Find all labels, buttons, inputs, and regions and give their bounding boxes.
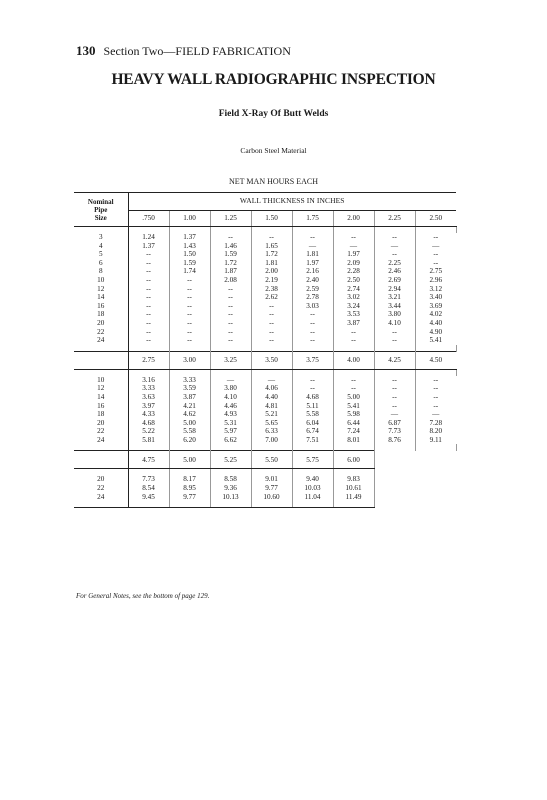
- man-hours-cell: 5.58: [169, 427, 210, 436]
- man-hours-cell: 3.69: [429, 301, 443, 310]
- man-hours-cell: --: [128, 276, 169, 285]
- man-hours-cell: --: [210, 285, 251, 294]
- pipe-size-cell: 22: [74, 328, 128, 337]
- man-hours-cell: 9.83: [333, 475, 374, 484]
- man-hours-cell: 2.62: [251, 293, 292, 302]
- man-hours-cell: --: [251, 319, 292, 328]
- man-hours-cell: 3.87: [333, 319, 374, 328]
- man-hours-cell: --: [169, 276, 210, 285]
- pipe-size-cell: 14: [74, 393, 128, 402]
- man-hours-cell: 2.59: [292, 285, 333, 294]
- table-row: [74, 267, 456, 276]
- man-hours-cell: --: [374, 393, 415, 402]
- man-hours-cell: 2.69: [374, 276, 415, 285]
- thickness-header: 3.75: [292, 351, 333, 369]
- man-hours-cell: --: [433, 384, 439, 393]
- man-hours-cell: 9.36: [210, 484, 251, 493]
- man-hours-cell: 1.37: [128, 242, 169, 251]
- man-hours-cell: 5.41: [333, 402, 374, 411]
- man-hours-cell: --: [374, 250, 415, 259]
- pipe-size-cell: 10: [74, 376, 128, 385]
- thickness-header: 3.25: [210, 351, 251, 369]
- pipe-size-cell: 24: [74, 436, 128, 445]
- man-hours-cell: 2.09: [333, 259, 374, 268]
- thickness-header-row: [74, 351, 456, 369]
- pipe-size-cell: 6: [74, 259, 128, 268]
- man-hours-cell: 4.68: [128, 419, 169, 428]
- man-hours-cell: 2.50: [333, 276, 374, 285]
- man-hours-cell: --: [169, 293, 210, 302]
- table-row: [74, 293, 456, 302]
- man-hours-cell: 4.46: [210, 402, 251, 411]
- table-row: [74, 319, 456, 328]
- man-hours-cell: --: [210, 293, 251, 302]
- thickness-header: 6.00: [333, 451, 374, 469]
- thickness-header: 1.25: [210, 211, 251, 227]
- man-hours-cell: --: [333, 384, 374, 393]
- man-hours-cell: --: [292, 233, 333, 242]
- man-hours-cell: 1.50: [169, 250, 210, 259]
- man-hours-cell: —: [374, 410, 415, 419]
- pipe-size-cell: 5: [74, 250, 128, 259]
- man-hours-cell: 9.11: [429, 435, 442, 444]
- man-hours-cell: 4.93: [210, 410, 251, 419]
- empty-cell: [415, 451, 456, 469]
- man-hours-cell: —: [333, 242, 374, 251]
- man-hours-cell: 2.78: [292, 293, 333, 302]
- man-hours-cell: 9.77: [251, 484, 292, 493]
- man-hours-cell: 5.22: [128, 427, 169, 436]
- man-hours-cell: 4.40: [429, 318, 443, 327]
- man-hours-cell: --: [128, 336, 169, 345]
- man-hours-cell: --: [433, 233, 439, 241]
- pipe-size-cell: 16: [74, 302, 128, 311]
- empty-cell: [415, 475, 456, 484]
- table-row: [74, 402, 456, 411]
- section-title: Section Two—FIELD FABRICATION: [103, 44, 291, 58]
- empty-cell: [415, 493, 456, 502]
- table-row: [74, 484, 456, 493]
- man-hours-cell: 3.33: [169, 376, 210, 385]
- man-hours-cell: 3.63: [128, 393, 169, 402]
- man-hours-cell: --: [128, 328, 169, 337]
- man-hours-cell: --: [292, 328, 333, 337]
- man-hours-cell: --: [433, 250, 439, 259]
- pipe-size-cell: 24: [74, 336, 128, 345]
- man-hours-cell: 2.25: [374, 259, 415, 268]
- pipe-size-cell: 22: [74, 427, 128, 436]
- pipe-size-cell: 12: [74, 285, 128, 294]
- man-hours-cell: --: [292, 319, 333, 328]
- man-hours-cell: 9.45: [128, 493, 169, 502]
- page-number: 130: [76, 43, 96, 58]
- spacer-cell: [292, 501, 333, 508]
- empty-cell: [415, 484, 456, 493]
- man-hours-cell: 7.24: [333, 427, 374, 436]
- spacer-cell: [415, 501, 456, 508]
- man-hours-cell: 3.21: [374, 293, 415, 302]
- man-hours-cell: 3.97: [128, 402, 169, 411]
- man-hours-cell: 2.19: [251, 276, 292, 285]
- table-row: [74, 233, 456, 242]
- man-hours-cell: --: [251, 302, 292, 311]
- pipe-size-cell: 18: [74, 410, 128, 419]
- spacer-cell: [128, 501, 169, 508]
- man-hours-cell: --: [128, 319, 169, 328]
- man-hours-cell: 6.33: [251, 427, 292, 436]
- man-hours-cell: --: [210, 328, 251, 337]
- man-hours-cell: 4.10: [374, 319, 415, 328]
- table-row: [74, 310, 456, 319]
- man-hours-cell: 5.00: [333, 393, 374, 402]
- empty-cell: [374, 451, 415, 469]
- man-hours-cell: 3.02: [333, 293, 374, 302]
- man-hours-cell: 3.03: [292, 302, 333, 311]
- man-hours-cell: 3.44: [374, 302, 415, 311]
- thickness-header: 4.50: [415, 351, 456, 369]
- man-hours-cell: 4.06: [251, 384, 292, 393]
- man-hours-cell: --: [374, 328, 415, 337]
- table-row: [74, 250, 456, 259]
- man-hours-cell: —: [432, 241, 440, 250]
- man-hours-cell: --: [169, 302, 210, 311]
- table-row: [74, 475, 456, 484]
- man-hours-cell: --: [210, 233, 251, 242]
- man-hours-cell: 8.17: [169, 475, 210, 484]
- size-cell-blank: [74, 351, 128, 369]
- material-label: Carbon Steel Material: [240, 146, 307, 155]
- man-hours-cell: --: [292, 376, 333, 385]
- man-hours-cell: 1.72: [210, 259, 251, 268]
- man-hours-cell: 2.46: [374, 267, 415, 276]
- pipe-size-cell: 10: [74, 276, 128, 285]
- man-hours-cell: 10.03: [292, 484, 333, 493]
- spacer-cell: [374, 501, 415, 508]
- man-hours-cell: --: [251, 233, 292, 242]
- man-hours-cell: --: [374, 376, 415, 385]
- thickness-header: .750: [128, 211, 169, 227]
- empty-cell: [374, 475, 415, 484]
- man-hours-cell: 2.40: [292, 276, 333, 285]
- table-row: [74, 427, 456, 436]
- man-hours-cell: 5.21: [251, 410, 292, 419]
- thickness-header: 5.25: [210, 451, 251, 469]
- man-hours-cell: --: [210, 302, 251, 311]
- man-hours-cell: 3.53: [333, 310, 374, 319]
- table-row: [74, 436, 456, 445]
- man-hours-cell: --: [292, 310, 333, 319]
- table-row: [74, 328, 456, 337]
- man-hours-cell: 8.01: [333, 436, 374, 445]
- thickness-header: 5.50: [251, 451, 292, 469]
- man-hours-cell: --: [169, 336, 210, 345]
- man-hours-cell: 5.97: [210, 427, 251, 436]
- man-hours-cell: 8.20: [429, 427, 443, 436]
- man-hours-cell: 8.58: [210, 475, 251, 484]
- man-hours-cell: —: [292, 242, 333, 251]
- man-hours-cell: 5.31: [210, 419, 251, 428]
- man-hours-cell: 4.10: [210, 393, 251, 402]
- man-hours-cell: 3.12: [429, 284, 443, 293]
- man-hours-cell: 7.00: [251, 436, 292, 445]
- man-hours-cell: 1.72: [251, 250, 292, 259]
- pipe-size-cell: 12: [74, 384, 128, 393]
- units-label: NET MAN HOURS EACH: [229, 177, 318, 186]
- man-hours-table: [74, 192, 457, 508]
- man-hours-cell: 11.04: [292, 493, 333, 502]
- table-row: [74, 285, 456, 294]
- man-hours-cell: --: [374, 233, 415, 242]
- table-row: [74, 384, 456, 393]
- man-hours-cell: 3.80: [374, 310, 415, 319]
- man-hours-cell: 2.74: [333, 285, 374, 294]
- spacer-cell: [333, 501, 374, 508]
- man-hours-cell: --: [128, 285, 169, 294]
- spacer-cell: [210, 501, 251, 508]
- man-hours-cell: --: [128, 310, 169, 319]
- pipe-size-cell: 18: [74, 310, 128, 319]
- man-hours-cell: 4.02: [429, 310, 443, 319]
- man-hours-cell: --: [374, 402, 415, 411]
- man-hours-cell: --: [128, 267, 169, 276]
- man-hours-cell: 9.40: [292, 475, 333, 484]
- man-hours-cell: --: [210, 310, 251, 319]
- thickness-header: 3.50: [251, 351, 292, 369]
- man-hours-cell: 10.61: [333, 484, 374, 493]
- thickness-header: 1.00: [169, 211, 210, 227]
- pipe-size-cell: 24: [74, 493, 128, 502]
- nominal-header-line: Pipe: [94, 205, 108, 214]
- wall-thickness-header: WALL THICKNESS IN INCHES: [128, 193, 456, 211]
- man-hours-cell: 7.73: [128, 475, 169, 484]
- man-hours-cell: 2.16: [292, 267, 333, 276]
- man-hours-cell: --: [433, 401, 439, 410]
- thickness-header: 2.75: [128, 351, 169, 369]
- man-hours-cell: 8.95: [169, 484, 210, 493]
- man-hours-cell: --: [169, 310, 210, 319]
- man-hours-cell: 8.54: [128, 484, 169, 493]
- man-hours-cell: 5.41: [429, 336, 443, 345]
- man-hours-cell: --: [169, 285, 210, 294]
- spacer-cell: [74, 501, 128, 508]
- empty-cell: [374, 493, 415, 502]
- table-row: [74, 410, 456, 419]
- man-hours-cell: --: [210, 336, 251, 345]
- man-hours-cell: --: [128, 250, 169, 259]
- man-hours-cell: 1.37: [169, 233, 210, 242]
- man-hours-cell: 4.68: [292, 393, 333, 402]
- man-hours-cell: --: [333, 233, 374, 242]
- man-hours-cell: --: [333, 336, 374, 345]
- man-hours-cell: 4.33: [128, 410, 169, 419]
- man-hours-cell: 1.59: [169, 259, 210, 268]
- man-hours-cell: 5.98: [333, 410, 374, 419]
- man-hours-cell: 5.58: [292, 410, 333, 419]
- man-hours-cell: 6.20: [169, 436, 210, 445]
- man-hours-cell: 1.24: [128, 233, 169, 242]
- thickness-header: 1.75: [292, 211, 333, 227]
- empty-cell: [374, 484, 415, 493]
- man-hours-cell: --: [333, 328, 374, 337]
- man-hours-cell: --: [433, 392, 439, 401]
- table-row: [74, 376, 456, 385]
- man-hours-cell: --: [292, 336, 333, 345]
- man-hours-cell: 2.28: [333, 267, 374, 276]
- pipe-size-cell: 20: [74, 419, 128, 428]
- man-hours-cell: 7.28: [429, 418, 443, 427]
- page-header: [76, 43, 291, 59]
- thickness-header: 4.25: [374, 351, 415, 369]
- man-hours-cell: --: [374, 384, 415, 393]
- pipe-size-cell: 20: [74, 475, 128, 484]
- man-hours-cell: --: [251, 336, 292, 345]
- man-hours-cell: 3.40: [429, 293, 443, 302]
- man-hours-cell: 3.16: [128, 376, 169, 385]
- pipe-size-cell: 3: [74, 233, 128, 242]
- man-hours-cell: 1.97: [292, 259, 333, 268]
- size-cell-blank: [74, 451, 128, 469]
- page-title: HEAVY WALL RADIOGRAPHIC INSPECTION: [111, 71, 436, 88]
- thickness-header: 1.50: [251, 211, 292, 227]
- page-subtitle: Field X-Ray Of Butt Welds: [218, 109, 329, 119]
- man-hours-cell: --: [169, 319, 210, 328]
- table-row: [74, 493, 456, 502]
- man-hours-cell: 1.46: [210, 242, 251, 251]
- thickness-header: 5.75: [292, 451, 333, 469]
- man-hours-cell: --: [292, 384, 333, 393]
- man-hours-cell: 11.49: [333, 493, 374, 502]
- man-hours-cell: 5.11: [292, 402, 333, 411]
- man-hours-cell: 6.62: [210, 436, 251, 445]
- thickness-header: 5.00: [169, 451, 210, 469]
- man-hours-cell: 4.90: [429, 327, 443, 336]
- man-hours-cell: --: [374, 336, 415, 345]
- pipe-size-cell: 4: [74, 242, 128, 251]
- man-hours-cell: 2.96: [429, 275, 443, 284]
- spacer-cell: [169, 501, 210, 508]
- man-hours-cell: 9.01: [251, 475, 292, 484]
- man-hours-cell: 4.62: [169, 410, 210, 419]
- man-hours-cell: 2.38: [251, 285, 292, 294]
- thickness-header: 2.50: [415, 211, 456, 227]
- man-hours-cell: 2.00: [251, 267, 292, 276]
- man-hours-cell: 10.13: [210, 493, 251, 502]
- man-hours-cell: 5.81: [128, 436, 169, 445]
- spacer-cell: [251, 501, 292, 508]
- pipe-size-cell: 20: [74, 319, 128, 328]
- man-hours-cell: 1.74: [169, 267, 210, 276]
- man-hours-cell: --: [128, 259, 169, 268]
- man-hours-cell: 4.81: [251, 402, 292, 411]
- man-hours-cell: --: [210, 319, 251, 328]
- man-hours-cell: 6.44: [333, 419, 374, 428]
- man-hours-cell: —: [374, 242, 415, 251]
- man-hours-cell: —: [432, 410, 440, 419]
- table-row: [74, 242, 456, 251]
- thickness-header: 3.00: [169, 351, 210, 369]
- pipe-size-cell: 8: [74, 267, 128, 276]
- man-hours-cell: --: [169, 328, 210, 337]
- man-hours-cell: 2.08: [210, 276, 251, 285]
- man-hours-cell: 9.77: [169, 493, 210, 502]
- pipe-size-cell: 14: [74, 293, 128, 302]
- thickness-header: 2.25: [374, 211, 415, 227]
- man-hours-cell: 7.73: [374, 427, 415, 436]
- table-row: [74, 336, 456, 345]
- man-hours-cell: 3.87: [169, 393, 210, 402]
- man-hours-cell: 3.59: [169, 384, 210, 393]
- footnote: For General Notes, see the bottom of page 129.: [76, 592, 210, 600]
- man-hours-cell: 1.81: [251, 259, 292, 268]
- man-hours-cell: 7.51: [292, 436, 333, 445]
- table-row: [74, 419, 456, 428]
- nominal-header-line: Nominal: [87, 197, 114, 206]
- man-hours-cell: 3.24: [333, 302, 374, 311]
- man-hours-cell: —: [251, 376, 292, 385]
- thickness-header: 2.00: [333, 211, 374, 227]
- man-hours-cell: 2.75: [429, 267, 443, 276]
- man-hours-cell: 5.00: [169, 419, 210, 428]
- nominal-header-line: Size: [94, 213, 107, 222]
- man-hours-cell: 4.40: [251, 393, 292, 402]
- thickness-header: 4.00: [333, 351, 374, 369]
- man-hours-cell: 3.80: [210, 384, 251, 393]
- man-hours-cell: 5.65: [251, 419, 292, 428]
- thickness-header: 4.75: [128, 451, 169, 469]
- nominal-pipe-size-header: [74, 193, 128, 227]
- man-hours-cell: --: [251, 328, 292, 337]
- table-row: [74, 393, 456, 402]
- man-hours-cell: 1.65: [251, 242, 292, 251]
- spacer-row: [74, 501, 456, 508]
- man-hours-cell: 2.94: [374, 285, 415, 294]
- man-hours-cell: —: [210, 376, 251, 385]
- man-hours-cell: --: [433, 375, 439, 384]
- thickness-header-row: [74, 211, 456, 227]
- table-row: [74, 276, 456, 285]
- man-hours-cell: --: [333, 376, 374, 385]
- man-hours-cell: 1.97: [333, 250, 374, 259]
- man-hours-cell: --: [433, 258, 439, 267]
- man-hours-cell: 1.87: [210, 267, 251, 276]
- man-hours-cell: 6.04: [292, 419, 333, 428]
- man-hours-cell: --: [128, 302, 169, 311]
- man-hours-cell: 1.59: [210, 250, 251, 259]
- man-hours-cell: 1.81: [292, 250, 333, 259]
- thickness-header-row: [74, 451, 456, 469]
- man-hours-cell: 3.33: [128, 384, 169, 393]
- man-hours-cell: 1.43: [169, 242, 210, 251]
- man-hours-cell: 4.21: [169, 402, 210, 411]
- man-hours-cell: 8.76: [374, 436, 415, 445]
- man-hours-cell: 6.74: [292, 427, 333, 436]
- man-hours-cell: 10.60: [251, 493, 292, 502]
- man-hours-cell: 6.87: [374, 419, 415, 428]
- man-hours-cell: --: [128, 293, 169, 302]
- table-row: [74, 302, 456, 311]
- pipe-size-cell: 16: [74, 402, 128, 411]
- pipe-size-cell: 22: [74, 484, 128, 493]
- table-row: [74, 259, 456, 268]
- man-hours-cell: --: [251, 310, 292, 319]
